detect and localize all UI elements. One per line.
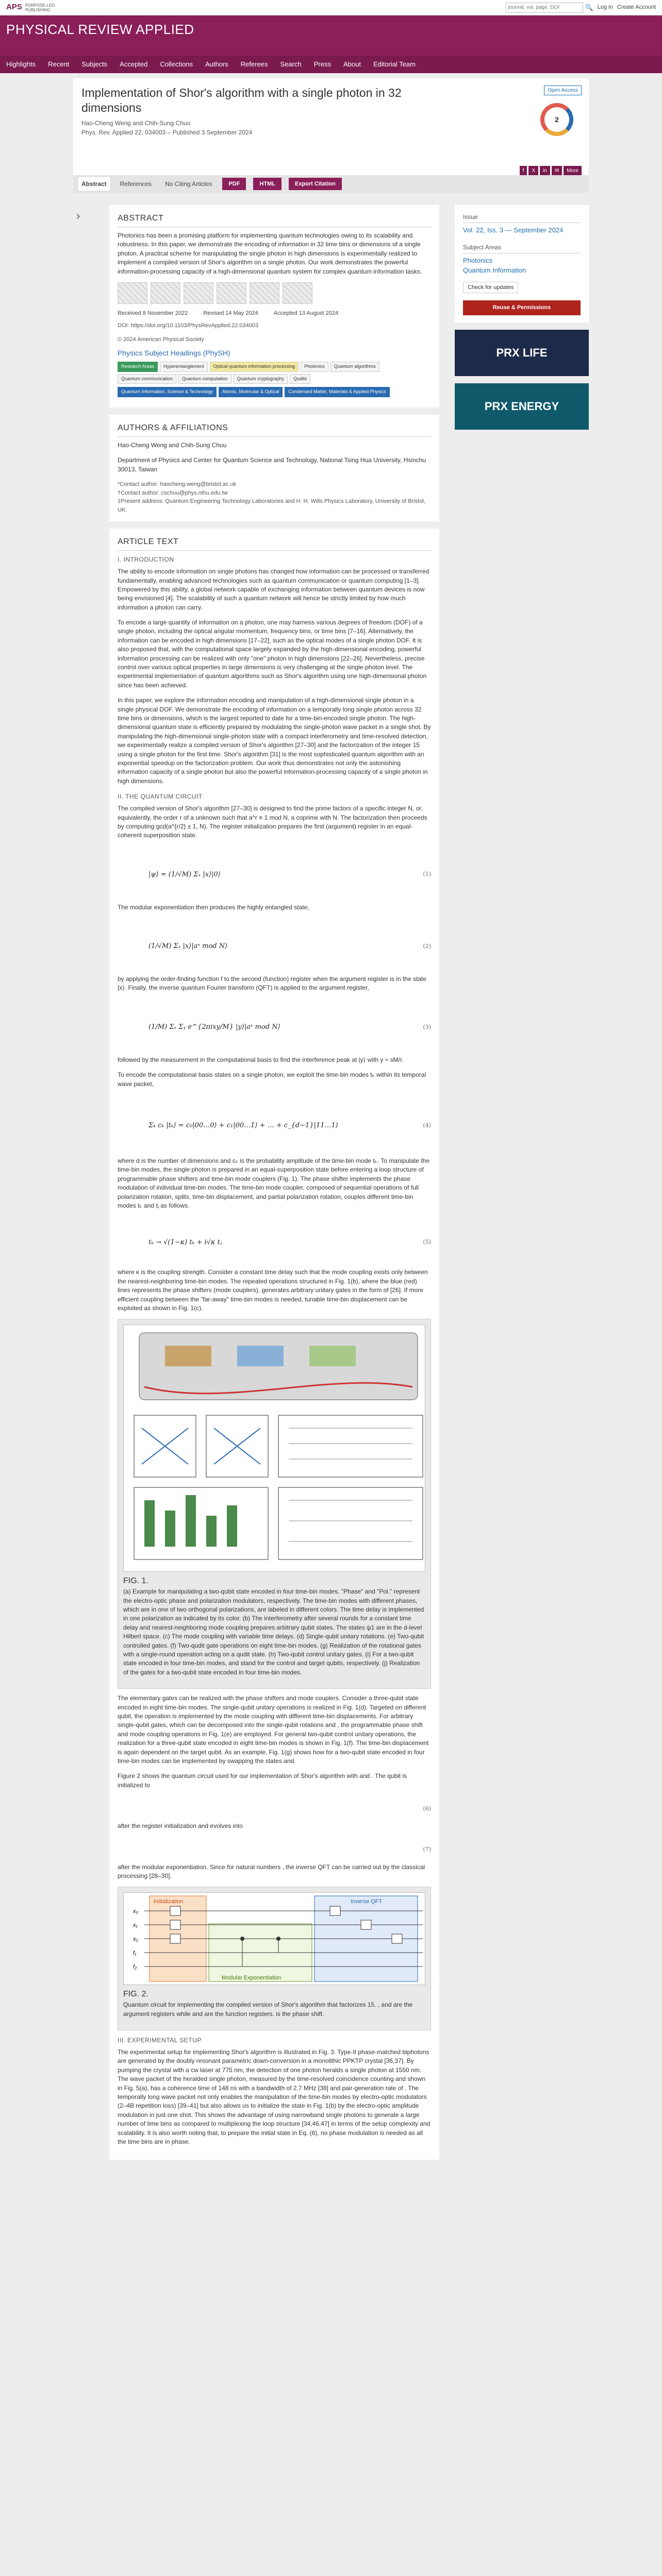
doi-link[interactable]: DOI: https://doi.org/10.1103/PhysRevApplied.22.034003	[118, 323, 259, 329]
wire-label: x₂	[133, 1936, 138, 1943]
figure-2-title[interactable]: FIG. 2.	[123, 1990, 148, 1999]
physh-tags	[118, 362, 431, 384]
section-heading: III. EXPERIMENTAL SETUP	[118, 2037, 202, 2044]
thumbnail[interactable]	[217, 282, 246, 304]
accepted-date: Accepted 13 August 2024	[273, 310, 339, 316]
figure-2	[118, 1887, 431, 2030]
nav-authors[interactable]: Authors	[205, 60, 228, 69]
section-heading: II. THE QUANTUM CIRCUIT	[118, 793, 203, 801]
paragraph: followed by the measurement in the computational basis to find the interference peak at |y⟩ with y ≈ sM/r.	[118, 1056, 404, 1063]
affiliation-authors[interactable]: Hao-Cheng Weng and Chih-Sung Chuu	[118, 441, 227, 449]
wire-label: x₀	[133, 1908, 139, 1915]
equation	[118, 1216, 431, 1268]
paragraph: In this paper, we explore the information encoding and manipulation of a high-dimensional single photon in a single physical DOF. We demonstrate the encoding of information on a temporally long single photon across 32 time bins or dimensions, which is the largest reported to date for a time-bin-encoded single photon. The high-dimensional quantum state is efficiently prepared by modulating the single-photon wave packet in a single shot. By manipulating the high-dimensional single-photon state with a compact interferometry and time-resolved detection, we experimentally realize a compiled version of Shor's algorithm [27–30] and the factorization of the integer 15 using a single photon for the first time. Shor's algorithm [31] is the most sophisticated quantum algorithm with an exponential speedup on the factorization problem. Our work thus demonstrates not only the astonishing information capacity of a single photon but also the powerful information-processing capacity of a single photon in high dimensions.	[118, 697, 431, 785]
equation-body: tₖ → √(1−κ) tₖ + i√κ tⱼ	[148, 1238, 222, 1246]
physh-tag[interactable]: Optical quantum information processing	[210, 362, 299, 372]
equation-number: (7)	[423, 1846, 431, 1853]
journal-name[interactable]: PHYSICAL REVIEW APPLIED	[6, 22, 194, 37]
section-heading: I. INTRODUCTION	[118, 556, 174, 564]
physh-tag[interactable]: Quantum computation	[178, 374, 231, 384]
prx-energy-ad[interactable]: PRX ENERGY	[455, 383, 589, 430]
physh-title: Physics Subject Headings (PhySH)	[118, 349, 230, 358]
article-title: Implementation of Shor's algorithm with a single photon in 32 dimensions	[81, 86, 402, 114]
affiliations-section	[109, 415, 439, 521]
abstract-section	[109, 205, 439, 408]
physh-tag[interactable]: Hyperentanglement	[160, 362, 208, 372]
abstract-text: Photonics has been a promising platform for implementing quantum technologies owing to its scalability and robustness. In this paper, we demonstrate the encoding of information in 32 time bins or dimensions of a single photon. A practical scheme for manipulating the single photon in high dimensions is experimentally realized to implement a compiled version of Shor's algorithm on a single photon. Our work demonstrates the powerful information-processing capacity of a high-dimensional quantum system for complex quantum information tasks.	[118, 232, 422, 275]
nav-about[interactable]: About	[343, 60, 361, 69]
abstract-heading[interactable]: ABSTRACT	[118, 212, 431, 227]
altmetric-badge[interactable]	[540, 103, 573, 136]
top-bar	[0, 0, 662, 15]
article-header	[73, 78, 589, 193]
main-column	[109, 205, 439, 2167]
altmetric-score: 2	[555, 115, 559, 124]
issue-box	[455, 205, 589, 323]
paragraph: The ability to encode information on single photons has changed how information can be processed or transferred fundamentally, enabling advanced technologies such as quantum communication or quantum computing [1–3]. Empowered by this ability, a global network capable of exchanging information between quantum devices is now being envisioned [4]. The scalability of such a quantum network will hence be strictly limited by how much information a photon can carry.	[118, 568, 429, 611]
revised-date: Revised 14 May 2024	[203, 310, 258, 316]
equation	[118, 1837, 431, 1863]
issue-label: Issue	[463, 212, 581, 223]
journal-banner	[0, 15, 662, 56]
paragraph: after the modular exponentiation. Since for natural numbers , the inverse QFT can be carried out by the classical processing [28–30].	[118, 1863, 425, 1879]
equation-body: Σₖ cₖ |tₖ⟩ = c₀|00…0⟩ + c₁|00…1⟩ + … + c_{d−1}|11…1⟩	[148, 1122, 338, 1130]
main-nav	[0, 56, 662, 73]
wire-label: x₁	[133, 1922, 138, 1929]
sidebar	[455, 205, 589, 437]
equation-number: (5)	[423, 1239, 431, 1246]
initialization-label: Initialization	[154, 1899, 184, 1905]
paragraph: The compiled version of Shor's algorithm [27–30] is designed to find the prime factors of a specific integer N, or, equivalently, the order r of a unknown such that a^r ≡ 1 mod N, a coprime with N. The factorization then proceeds by computing gcd(a^{r/2} ± 1, N). The register initialization prepares the first (argument) register in an equal-coherent superposition state.	[118, 805, 427, 839]
figure-2-image[interactable]	[123, 1892, 425, 1985]
contact-author: *Contact author: haocheng.weng@bristol.ac.uk	[118, 481, 237, 488]
physh-tag[interactable]: Quantum cryptography	[234, 374, 288, 384]
equation-number: (6)	[423, 1805, 431, 1812]
check-updates-button[interactable]: Check for updates	[463, 282, 518, 294]
paragraph: To encode a large quantity of information on a photon, one may harness various degrees of freedom (DOF) of a single photon, including the optical angular momentum, frequency bins, or time bins [7–16]. Alternatively, the information can be encoded in high dimensions [17–22], such as the optical modes of a single photon DOF. It is also proposed that, with the computational space largely expanded by the high-dimensional encoding, powerful information processing can be realized with only "one" photon in high dimensions [22–26]. Nevertheless, precise control over various optical properties in large dimensions is very challenging at the single-photon level. The experimental implementation of quantum algorithms such as Shor's algorithm using one high-dimensional photon since has been achieved.	[118, 619, 427, 689]
figure-1-drawing	[124, 1325, 436, 1571]
aps-logo[interactable]: APS	[6, 3, 22, 12]
paragraph: where d is the number of dimensions and cₖ is the probability amplitude of the time-bin mode tₖ. To manipulate the time-bin modes, the single photon is prepared in an equal-superposition state before entering a loop structure of programmable phase shifters and time-bin mode couplers (Fig. 1). The phase shifter implements the phase modulation of individual time-bin modes. The time-bin mode coupler, composed of sequential operations of full polarization rotation, splits, time-bin displacement, and partial polarization rotation, couples different time-bin modes tₖ and tⱼ as follows.	[118, 1157, 429, 1209]
subject-areas-label: Subject Areas	[463, 243, 581, 253]
physics-area-tags	[118, 387, 431, 397]
modular-exponentiation-label: Modular Exponentiation	[222, 1975, 282, 1981]
prx-life-ad[interactable]: PRX LIFE	[455, 330, 589, 376]
paragraph: To encode the computational basis states on a single photon, we exploit the time-bin modes tₖ within its temporal wave packet,	[118, 1071, 426, 1088]
figure-1-caption: (a) Example for manipulating a two-qubit state encoded in four time-bin modes. "Phase" and "Pol." represent the electro-optic phase and polarization modulators, respectively. The time-bin modes with different phases, which are in one of two orthogonal polarizations, are labeled in different colors. The time delay is implemented in one polarization as indicated by its color. (b) The interferometry after several rounds for a constant time delay and nearest-neighboring mode coupling prepares arbitrary qubit states. The states ψ1 are in the d-level Hilbert space. (c) The mode coupling with variable time delays. (d) Single-qubit unitary rotations. (e) Two-qubit controlled gates. (f) Two-qudit gate operations on eight time-bin modes. (g) Realization of the rotational gates with a single-round operation acting on a qudit state. (h) Two-qubit control unitary gates. (i) For a two-qubit state encoded in four time-bin modes, and stand for the control and target qubits, respectively. (j) Realization of the gates for a two-qubit state encoded in four time-bin modes.	[123, 1588, 424, 1676]
figure-1	[118, 1319, 431, 1689]
share-bar	[520, 166, 582, 176]
paragraph: where κ is the coupling strength. Consider a constant time delay such that the mode coupling exists only between the nearest-neighboring time-bin modes. The repeated operations structured in Fig. 1(b), where the blue (red) lines represents the phase shifters (mode couplers), generates arbitrary unitary gates in the form of [26]. If more efficient coupling between the "far-away" time-bin modes is needed, tunable time-bin displacement can be exploited as shown in Fig. 1(c).	[118, 1268, 428, 1312]
received-date: Received 8 November 2022	[118, 310, 188, 316]
equation-body: (1/M) Σₓ Σᵧ e^{2πixy/M} |y⟩|aˣ mod N⟩	[148, 1023, 280, 1031]
page-wrapper	[73, 78, 589, 2145]
tab-references[interactable]: References	[120, 180, 152, 188]
equation-body: (1/√M) Σₓ |x⟩|aˣ mod N⟩	[148, 942, 228, 951]
physh-tag[interactable]: Quantum algorithms	[330, 362, 379, 372]
wire-label: f₁	[133, 1950, 137, 1957]
facebook-icon[interactable]: f	[520, 166, 527, 176]
nav-referees[interactable]: Referees	[240, 60, 268, 69]
paragraph: after the register initialization and evolves into	[118, 1822, 243, 1830]
paragraph: The modular exponentiation then produces the highly entangled state,	[118, 903, 309, 911]
affiliation-dept: Department of Physics and Center for Quantum Science and Technology, National Tsing Hua University, Hsinchu 30013, Taiwan	[118, 456, 426, 473]
tab-abstract[interactable]: Abstract	[78, 177, 110, 191]
search-icon[interactable]: 🔍	[585, 3, 593, 11]
article-authors[interactable]: Hao-Cheng Weng and Chih-Sung Chuu	[81, 119, 191, 127]
physh-tag[interactable]: Quantum communication	[118, 374, 176, 384]
inverse-qft-label: Inverse QFT	[351, 1899, 383, 1905]
equation	[118, 846, 431, 903]
article-dates	[118, 309, 431, 318]
article-citation: Phys. Rev. Applied 22, 034003 – Published 3 September 2024	[81, 128, 253, 136]
equation	[118, 999, 431, 1056]
physh-tag[interactable]: Research Areas	[118, 362, 158, 372]
subject-link[interactable]: Photonics	[463, 256, 493, 264]
figure-2-circuit	[124, 1893, 436, 1985]
contact-author: †Contact author: cschuu@phys.nthu.edu.tw	[118, 489, 228, 496]
present-address: ‡Present address: Quantum Engineering Technology Laboratories and H. H. Wills Physics Laboratory, University of Bristol, UK.	[118, 498, 425, 513]
paragraph: Figure 2 shows the quantum circuit used for our implementation of Shor's algorithm with and . The qubit is initialized to	[118, 1772, 407, 1789]
physh-tag[interactable]: Photonics	[301, 362, 328, 372]
nav-recent[interactable]: Recent	[48, 60, 70, 69]
nav-subjects[interactable]: Subjects	[81, 60, 108, 69]
nav-press[interactable]: Press	[313, 60, 331, 69]
physh-tag[interactable]: Qudits	[290, 374, 310, 384]
subject-link[interactable]: Quantum Information	[463, 266, 526, 274]
tab-citing-articles[interactable]: No Citing Articles	[165, 180, 212, 188]
equation-body: |ψ⟩ = (1/√M) Σₓ |x⟩|0⟩	[148, 870, 221, 878]
paragraph: by applying the order-finding function f to the second (function) register when the argument register is in the state |x⟩. Finally, the inverse quantum Fourier transform (QFT) is applied to the argument register,	[118, 975, 427, 992]
export-citation-button[interactable]: Export Citation	[289, 178, 342, 191]
article-text-heading[interactable]: ARTICLE TEXT	[118, 536, 431, 551]
physics-area-tag[interactable]: Atomic, Molecular & Optical	[219, 387, 283, 397]
more-share-button[interactable]: More	[564, 166, 582, 176]
x-icon[interactable]: X	[528, 166, 538, 176]
nav-collections[interactable]: Collections	[160, 60, 193, 69]
thumbnail[interactable]	[184, 282, 213, 304]
equation	[118, 1095, 431, 1157]
figure-thumbnails	[118, 282, 431, 304]
search-area	[506, 3, 593, 13]
copyright: © 2024 American Physical Society	[118, 336, 204, 343]
figure-1-title[interactable]: FIG. 1.	[123, 1577, 148, 1586]
search-input[interactable]	[506, 3, 583, 13]
equation-number: (2)	[423, 942, 431, 950]
nav-highlights[interactable]: Highlights	[6, 60, 36, 69]
physics-area-tag[interactable]: Quantum Information, Science & Technology	[118, 387, 217, 397]
equation-number: (1)	[423, 871, 431, 878]
email-icon[interactable]: ✉	[552, 166, 562, 176]
nav-accepted[interactable]: Accepted	[120, 60, 148, 69]
open-access-badge[interactable]: Open Access	[544, 86, 582, 95]
paragraph: The experimental setup for implementing Shor's algorithm is illustrated in Fig. 3. Type-II phase-matched biphotons are generated by the doubly resonant parametric down-conversion in a monolithic PPKTP crystal [36,37]. By pumping the crystal with a cw laser at 775 nm, the detection of one photon heralds a single photon at 1550 nm. The wave packet of the heralded single photon, measured by the time-resolved coincidence counting and shown in Fig. 5(a), has a coherence time of 148 ns with a bandwidth of 2.7 MHz [38] and pair-generation rate of . The temporally long wave packet not only enables the manipulation of the time-bin modes by electro-optic modulators (2–4B repetition loss) [39–41] but also allows us to initialize the state in Fig. 1(b) by the electro-optic amplitude modulation in just one shot. This shows the advantage of using narrowband single photons to generate a large number of time bins as compared to multiplexing the loop structure [34,46,47] in terms of the setup complexity and scalability. It is also worth noting that, to prepare the initial state in Eq. (6), no phase modulation is needed as all the time bins are in phase.	[118, 2048, 431, 2145]
thumbnail[interactable]	[250, 282, 279, 304]
thumbnail[interactable]	[151, 282, 180, 304]
equation	[118, 918, 431, 975]
equation-number: (3)	[423, 1023, 431, 1030]
thumbnail[interactable]	[283, 282, 312, 304]
nav-search[interactable]: Search	[280, 60, 302, 69]
linkedin-icon[interactable]: in	[540, 166, 550, 176]
figure-1-image[interactable]	[123, 1325, 425, 1572]
thumbnail[interactable]	[118, 282, 147, 304]
wire-label: f₂	[133, 1964, 137, 1971]
article-text-section	[109, 529, 439, 2160]
reuse-permissions-button[interactable]: Reuse & Permissions	[463, 300, 581, 315]
physics-area-tag[interactable]: Condensed Matter, Materials & Applied Physics	[285, 387, 389, 397]
affiliations-heading[interactable]: AUTHORS & AFFILIATIONS	[118, 422, 431, 437]
login-link[interactable]: Log in	[597, 4, 613, 11]
figure-2-caption: Quantum circuit for implementing the compiled version of Shor's algorithm that factorizes 15. , and are the argument registers while and are the function registers. is the phase shift.	[123, 2001, 413, 2018]
create-account-link[interactable]: Create Account	[617, 4, 656, 11]
publisher-tagline: PURPOSE-LED PUBLISHING	[25, 3, 55, 12]
equation-number: (4)	[423, 1122, 431, 1129]
issue-link[interactable]: Vol. 22, Iss. 3 — September 2024	[463, 226, 564, 234]
html-button[interactable]: HTML	[253, 178, 282, 191]
article-tabs	[73, 175, 589, 193]
pdf-button[interactable]: PDF	[222, 178, 246, 191]
paragraph: The elementary gates can be realized with the phase shifters and mode couplers. Consider a three-qubit state encoded in eight time-bin modes. The single-qubit unitary operations is realized in Fig. 1(d). Targeted on different qubit, the operation is implemented by the mode coupling with different time-bin displacements. For arbitrary single-qubit gates, which can be decomposed into the single-qubit rotations and , the programmable phase shift and mode coupling operations in Fig. 1(e) are employed. For general two-qubit control unitary operations, the realization for a three-qubit state encoded in eight time-bin modes is shown in Fig. 1(f). The time-bin displacement is again dependent on the target qubit. As an example, Fig. 1(g) shows how for a two-qubit state encoded in four time-bin modes can be implemented by swapping the states and.	[118, 1694, 429, 1765]
equation	[118, 1796, 431, 1822]
collapse-arrow-icon[interactable]: ›	[76, 209, 80, 222]
nav-editorial-team[interactable]: Editorial Team	[373, 60, 416, 69]
